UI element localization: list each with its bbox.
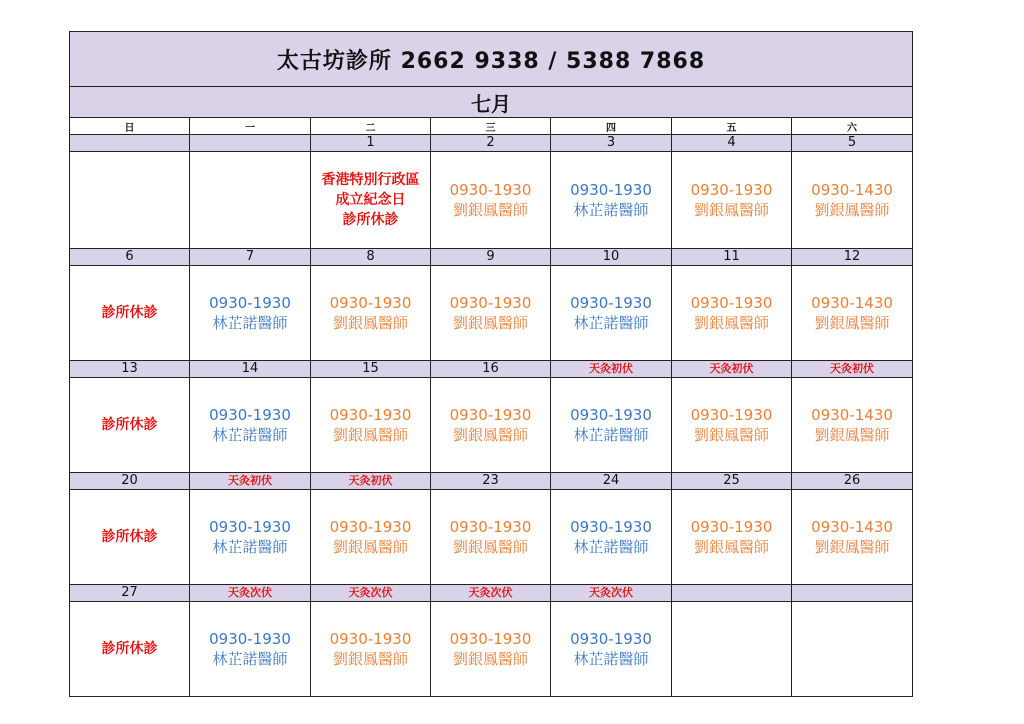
day-number (672, 585, 792, 602)
weekday-thu: 四 (551, 118, 672, 135)
opening-hours: 0930-1930 (570, 630, 652, 648)
opening-hours: 0930-1930 (690, 518, 773, 536)
day-note-text: 天灸初伏 (348, 474, 393, 487)
closed-notice: 診所休診 (101, 305, 158, 321)
day-cell (70, 378, 190, 473)
day-number: 13 (70, 361, 190, 378)
weekday-sat: 六 (792, 118, 913, 135)
day-note-text: 天灸次伏 (589, 586, 633, 599)
doctor-name: 劉銀鳳醫師 (332, 426, 408, 444)
month-title: 七月 (70, 87, 913, 118)
doctor-name: 林芷諾醫師 (212, 426, 288, 444)
day-number: 14 (190, 361, 311, 378)
weekday-header-row (70, 118, 913, 135)
day-cell (672, 378, 792, 473)
closed-notice: 診所休診 (342, 212, 399, 228)
day-number: 12 (792, 249, 913, 266)
opening-hours: 0930-1930 (209, 630, 291, 648)
doctor-name: 劉銀鳳醫師 (452, 426, 528, 444)
day-note (311, 473, 431, 490)
day-note-text: 天灸次伏 (228, 586, 272, 599)
doctor-name: 劉銀鳳醫師 (332, 314, 408, 332)
day-cell (190, 490, 311, 585)
day-cell (551, 490, 672, 585)
day-number: 9 (431, 249, 551, 266)
day-cell (551, 378, 672, 473)
day-number: 1 (311, 135, 431, 152)
opening-hours: 0930-1430 (811, 406, 893, 424)
day-note (431, 585, 551, 602)
day-cell (311, 378, 431, 473)
day-number: 6 (70, 249, 190, 266)
doctor-name: 林芷諾醫師 (573, 201, 649, 219)
day-number-row (70, 361, 913, 378)
day-cell (792, 602, 913, 697)
weekday-tue: 二 (311, 118, 431, 135)
day-note-text: 天灸初伏 (228, 474, 272, 487)
day-cell (792, 490, 913, 585)
day-cell (551, 602, 672, 697)
weekday-sun: 日 (70, 118, 190, 135)
doctor-name: 劉銀鳳醫師 (452, 314, 528, 332)
opening-hours: 0930-1930 (329, 518, 412, 536)
day-note (190, 585, 311, 602)
day-cell (190, 152, 311, 249)
day-cell (431, 602, 551, 697)
opening-hours: 0930-1930 (449, 181, 532, 199)
doctor-name: 劉銀鳳醫師 (814, 426, 890, 444)
day-cell (431, 490, 551, 585)
day-note (190, 473, 311, 490)
day-cell (792, 266, 913, 361)
doctor-name: 劉銀鳳醫師 (693, 201, 769, 219)
day-cell (311, 152, 431, 249)
opening-hours: 0930-1930 (570, 406, 652, 424)
day-number (190, 135, 311, 152)
day-cell (551, 152, 672, 249)
day-content-row (70, 266, 913, 361)
closed-notice: 成立紀念日 (335, 192, 406, 208)
opening-hours: 0930-1930 (690, 294, 773, 312)
day-number: 8 (311, 249, 431, 266)
opening-hours: 0930-1930 (449, 630, 532, 648)
day-cell (431, 378, 551, 473)
closed-notice: 診所休診 (101, 641, 158, 657)
day-number-row (70, 585, 913, 602)
day-cell (431, 266, 551, 361)
day-number (792, 585, 913, 602)
day-number: 24 (551, 473, 672, 490)
day-number-row (70, 473, 913, 490)
day-note (672, 361, 792, 378)
day-cell (672, 152, 792, 249)
day-number: 4 (672, 135, 792, 152)
day-number: 3 (551, 135, 672, 152)
day-cell (190, 378, 311, 473)
day-cell (431, 152, 551, 249)
doctor-name: 林芷諾醫師 (573, 314, 649, 332)
doctor-name: 劉銀鳳醫師 (693, 538, 769, 556)
day-note (551, 361, 672, 378)
closed-notice: 香港特別行政區 (321, 172, 420, 188)
opening-hours: 0930-1430 (811, 181, 893, 199)
day-note-text: 天灸次伏 (468, 586, 513, 599)
doctor-name: 林芷諾醫師 (212, 538, 288, 556)
weekday-wed: 三 (431, 118, 551, 135)
day-number (70, 135, 190, 152)
day-note-text: 天灸初伏 (830, 362, 875, 375)
doctor-name: 劉銀鳳醫師 (814, 201, 890, 219)
day-cell (792, 152, 913, 249)
day-cell (190, 266, 311, 361)
day-number: 23 (431, 473, 551, 490)
day-content-row (70, 152, 913, 249)
doctor-name: 劉銀鳳醫師 (452, 538, 528, 556)
day-number: 25 (672, 473, 792, 490)
opening-hours: 0930-1930 (690, 406, 773, 424)
day-number: 15 (311, 361, 431, 378)
opening-hours: 0930-1930 (329, 406, 412, 424)
day-number: 11 (672, 249, 792, 266)
day-content-row (70, 378, 913, 473)
closed-notice: 診所休診 (101, 417, 158, 433)
day-cell (551, 266, 672, 361)
day-cell (672, 602, 792, 697)
day-note (311, 585, 431, 602)
day-number: 26 (792, 473, 913, 490)
doctor-name: 林芷諾醫師 (212, 314, 288, 332)
doctor-name: 劉銀鳳醫師 (814, 538, 890, 556)
doctor-name: 劉銀鳳醫師 (452, 201, 528, 219)
day-cell (70, 490, 190, 585)
opening-hours: 0930-1930 (209, 406, 291, 424)
day-number: 20 (70, 473, 190, 490)
opening-hours: 0930-1430 (811, 518, 893, 536)
day-note-text: 天灸初伏 (709, 362, 754, 375)
day-number: 7 (190, 249, 311, 266)
opening-hours: 0930-1930 (570, 294, 652, 312)
opening-hours: 0930-1430 (811, 294, 893, 312)
day-cell (311, 266, 431, 361)
day-cell (190, 602, 311, 697)
doctor-name: 劉銀鳳醫師 (452, 650, 528, 668)
day-content-row (70, 602, 913, 697)
closed-notice: 診所休診 (101, 529, 158, 545)
opening-hours: 0930-1930 (209, 294, 291, 312)
day-number: 10 (551, 249, 672, 266)
day-content-row (70, 490, 913, 585)
day-number: 5 (792, 135, 913, 152)
doctor-name: 劉銀鳳醫師 (693, 426, 769, 444)
weekday-mon: 一 (190, 118, 311, 135)
doctor-name: 劉銀鳳醫師 (332, 538, 408, 556)
opening-hours: 0930-1930 (570, 181, 652, 199)
opening-hours: 0930-1930 (209, 518, 291, 536)
doctor-name: 劉銀鳳醫師 (332, 650, 408, 668)
day-number: 16 (431, 361, 551, 378)
day-cell (792, 378, 913, 473)
day-note (551, 585, 672, 602)
doctor-name: 劉銀鳳醫師 (693, 314, 769, 332)
weekday-fri: 五 (672, 118, 792, 135)
doctor-name: 林芷諾醫師 (573, 538, 649, 556)
opening-hours: 0930-1930 (449, 518, 532, 536)
doctor-name: 劉銀鳳醫師 (814, 314, 890, 332)
day-note-text: 天灸次伏 (348, 586, 393, 599)
day-number: 27 (70, 585, 190, 602)
day-note (792, 361, 913, 378)
opening-hours: 0930-1930 (690, 181, 773, 199)
opening-hours: 0930-1930 (329, 630, 412, 648)
day-note-text: 天灸初伏 (589, 362, 633, 375)
opening-hours: 0930-1930 (449, 406, 532, 424)
day-cell (311, 602, 431, 697)
day-number-row (70, 249, 913, 266)
day-number: 2 (431, 135, 551, 152)
day-cell (672, 490, 792, 585)
clinic-title: 太古坊診所 2662 9338 / 5388 7868 (70, 32, 913, 87)
opening-hours: 0930-1930 (329, 294, 412, 312)
opening-hours: 0930-1930 (449, 294, 532, 312)
doctor-name: 林芷諾醫師 (573, 426, 649, 444)
doctor-name: 林芷諾醫師 (573, 650, 649, 668)
day-cell (70, 266, 190, 361)
opening-hours: 0930-1930 (570, 518, 652, 536)
doctor-name: 林芷諾醫師 (212, 650, 288, 668)
day-number-row (70, 135, 913, 152)
day-cell (70, 152, 190, 249)
day-cell (70, 602, 190, 697)
day-cell (672, 266, 792, 361)
calendar-table (69, 31, 913, 697)
day-cell (311, 490, 431, 585)
